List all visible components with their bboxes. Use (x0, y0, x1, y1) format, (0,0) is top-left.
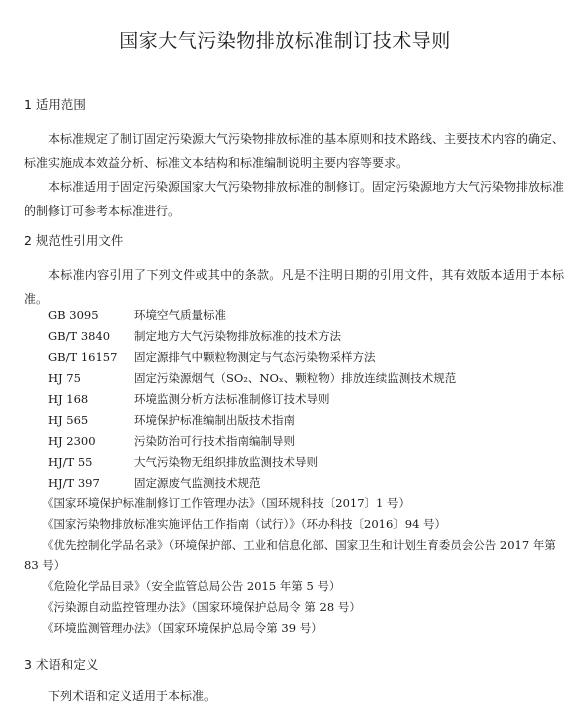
reference-code: HJ/T 397 (48, 476, 100, 490)
reference-code: GB/T 16157 (48, 350, 118, 364)
reference-row (48, 473, 568, 493)
scope-paragraph-2: 本标准适用于固定污染源国家大气污染物排放标准的制修订。固定污染源地方大气污染物排放标准的制修订可参考本标准进行。 (24, 180, 565, 218)
reference-name: 固定源废气监测技术规范 (134, 476, 261, 490)
reference-name: 大气污染物无组织排放监测技术导则 (134, 455, 318, 469)
reference-row (48, 305, 568, 325)
scope-paragraph-1: 本标准规定了制订固定污染源大气污染物排放标准的基本原则和技术路线、主要技术内容的确定、标准实施成本效益分析、标准文本结构和标准编制说明主要内容等要求。 (24, 132, 565, 170)
reference-code: GB/T 3840 (48, 329, 111, 343)
referenced-document: 《危险化学品目录》（安全监管总局公告 2015 年第 5 号） (42, 579, 341, 593)
terms-paragraph: 下列术语和定义适用于本标准。 (48, 689, 217, 703)
referenced-document: 《环境监测管理办法》（国家环境保护总局令第 39 号） (42, 621, 323, 635)
section-heading-normative-references: 2 规范性引用文件 (24, 233, 124, 248)
referenced-document: 《优先控制化学品名录》（环境保护部、工业和信息化部、国家卫生和计划生育委员会公告 2017 年第 83 号） (24, 538, 556, 572)
reference-code: HJ 2300 (48, 434, 96, 448)
section-heading-scope: 1 适用范围 (24, 97, 86, 112)
reference-row (48, 368, 568, 388)
reference-code: HJ 168 (48, 392, 89, 406)
reference-name: 固定源排气中颗粒物测定与气态污染物采样方法 (134, 350, 376, 364)
referenced-document: 《国家污染物排放标准实施评估工作指南（试行）》（环办科技〔2016〕94 号） (42, 517, 447, 531)
referenced-document: 《国家环境保护标准制修订工作管理办法》（国环规科技〔2017〕1 号） (42, 496, 410, 510)
document-title: 国家大气污染物排放标准制订技术导则 (119, 30, 451, 52)
reference-code: HJ 75 (48, 371, 81, 385)
reference-code: HJ/T 55 (48, 455, 93, 469)
reference-row (48, 389, 568, 409)
reference-row (48, 347, 568, 367)
reference-name: 环境空气质量标准 (134, 308, 226, 322)
reference-name: 固定污染源烟气（SO₂、NOₓ、颗粒物）排放连续监测技术规范 (134, 371, 457, 385)
reference-name: 制定地方大气污染物排放标准的技术方法 (134, 329, 341, 343)
referenced-document: 《污染源自动监控管理办法》（国家环境保护总局令 第 28 号） (42, 600, 361, 614)
reference-name: 污染防治可行技术指南编制导则 (134, 434, 295, 448)
reference-name: 环境监测分析方法标准制修订技术导则 (134, 392, 330, 406)
reference-code: HJ 565 (48, 413, 89, 427)
references-intro: 本标准内容引用了下列文件或其中的条款。凡是不注明日期的引用文件，其有效版本适用于本标准。 (24, 268, 564, 306)
reference-row (48, 326, 568, 346)
reference-code: GB 3095 (48, 308, 99, 322)
reference-name: 环境保护标准编制出版技术指南 (134, 413, 295, 427)
section-heading-terms-and-definitions: 3 术语和定义 (24, 657, 99, 672)
reference-row (48, 431, 568, 451)
reference-row (48, 452, 568, 472)
reference-row (48, 410, 568, 430)
